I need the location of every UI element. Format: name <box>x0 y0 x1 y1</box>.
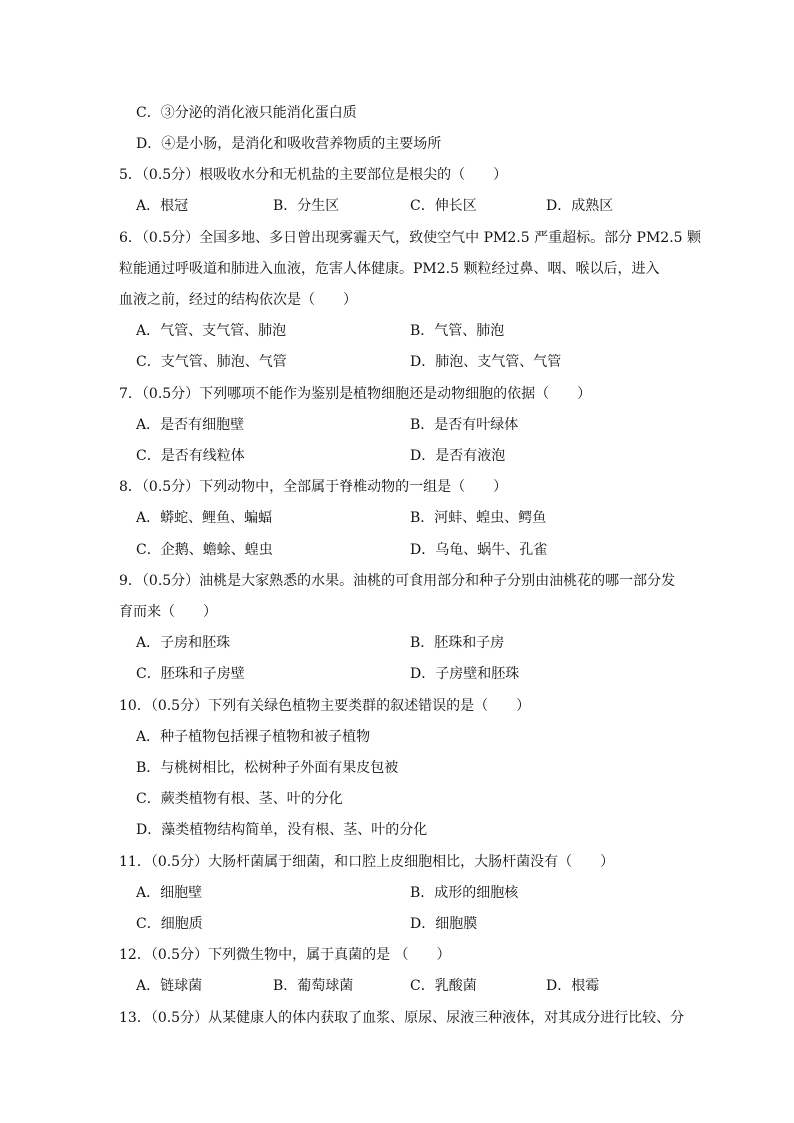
q13-stem: 13．（0.5分）从某健康人的体内获取了血浆、原尿、尿液三种液体，对其成分进行比较、分 <box>119 1010 685 1026</box>
q5-option-b: B．分生区 <box>273 198 340 214</box>
q9-option-d: D．子房壁和胚珠 <box>410 666 520 682</box>
q6-option-a: A．气管、支气管、肺泡 <box>136 323 287 339</box>
q12-option-c: C．乳酸菌 <box>410 978 477 994</box>
q6-option-c: C．支气管、肺泡、气管 <box>136 354 287 370</box>
q11-option-c: C．细胞质 <box>136 916 203 932</box>
q9-stem-line1: 9．（0.5分）油桃是大家熟悉的水果。油桃的可食用部分和种子分别由油桃花的哪一部分发 <box>119 573 676 589</box>
q10-option-d: D．藻类植物结构简单，没有根、茎、叶的分化 <box>136 822 428 838</box>
q7-option-c: C．是否有线粒体 <box>136 448 245 464</box>
q9-option-c: C．胚珠和子房壁 <box>136 666 245 682</box>
q8-option-c: C．企鹅、蟾蜍、蝗虫 <box>136 542 273 558</box>
q10-option-a: A．种子植物包括裸子植物和被子植物 <box>136 729 371 745</box>
q6-option-d: D．肺泡、支气管、气管 <box>410 354 562 370</box>
q5-option-a: A．根冠 <box>136 198 189 214</box>
q6-option-b: B．气管、肺泡 <box>410 323 505 339</box>
q5-option-c: C．伸长区 <box>410 198 477 214</box>
q12-option-b: B．葡萄球菌 <box>273 978 354 994</box>
q11-stem: 11．（0.5分）大肠杆菌属于细菌，和口腔上皮细胞相比，大肠杆菌没有（ ） <box>119 854 615 870</box>
q12-stem: 12．（0.5分）下列微生物中，属于真菌的是 （ ） <box>119 947 451 963</box>
q11-option-d: D．细胞膜 <box>410 916 478 932</box>
q11-option-b: B．成形的细胞核 <box>410 885 519 901</box>
q4-option-c: C．③分泌的消化液只能消化蛋白质 <box>136 105 357 121</box>
q8-stem: 8．（0.5分）下列动物中，全部属于脊椎动物的一组是（ ） <box>119 479 508 495</box>
q8-option-d: D．乌龟、蜗牛、孔雀 <box>410 542 548 558</box>
q6-stem-line2: 粒能通过呼吸道和肺进入血液，危害人体健康。PM2.5 颗粒经过鼻、咽、喉以后，进入 <box>119 261 660 277</box>
q7-option-d: D．是否有液泡 <box>410 448 506 464</box>
q9-option-b: B．胚珠和子房 <box>410 635 505 651</box>
q7-stem: 7．（0.5分）下列哪项不能作为鉴别是植物细胞还是动物细胞的依据（ ） <box>119 386 592 402</box>
q12-option-a: A．链球菌 <box>136 978 203 994</box>
q6-stem-line1: 6．（0.5分）全国多地、多日曾出现雾霾天气，致使空气中 PM2.5 严重超标。部分 PM2.5 颗 <box>119 230 702 246</box>
q8-option-b: B．河蚌、蝗虫、鳄鱼 <box>410 510 547 526</box>
q4-option-d: D．④是小肠，是消化和吸收营养物质的主要场所 <box>136 136 442 152</box>
q12-option-d: D．根霉 <box>546 978 600 994</box>
q5-stem: 5．（0.5分）根吸收水分和无机盐的主要部位是根尖的（ ） <box>119 167 508 183</box>
q11-option-a: A．细胞壁 <box>136 885 203 901</box>
q10-option-b: B．与桃树相比，松树种子外面有果皮包被 <box>136 760 399 776</box>
q10-stem: 10．（0.5分）下列有关绿色植物主要类群的叙述错误的是（ ） <box>119 698 531 714</box>
q10-option-c: C．蕨类植物有根、茎、叶的分化 <box>136 791 343 807</box>
q9-stem-line2: 育而来（ ） <box>119 604 217 620</box>
q7-option-a: A．是否有细胞壁 <box>136 417 245 433</box>
q5-option-d: D．成熟区 <box>546 198 614 214</box>
q8-option-a: A．蟒蛇、鲤鱼、蝙蝠 <box>136 510 273 526</box>
q9-option-a: A．子房和胚珠 <box>136 635 231 651</box>
q6-stem-line3: 血液之前，经过的结构依次是（ ） <box>119 292 357 308</box>
q7-option-b: B．是否有叶绿体 <box>410 417 519 433</box>
